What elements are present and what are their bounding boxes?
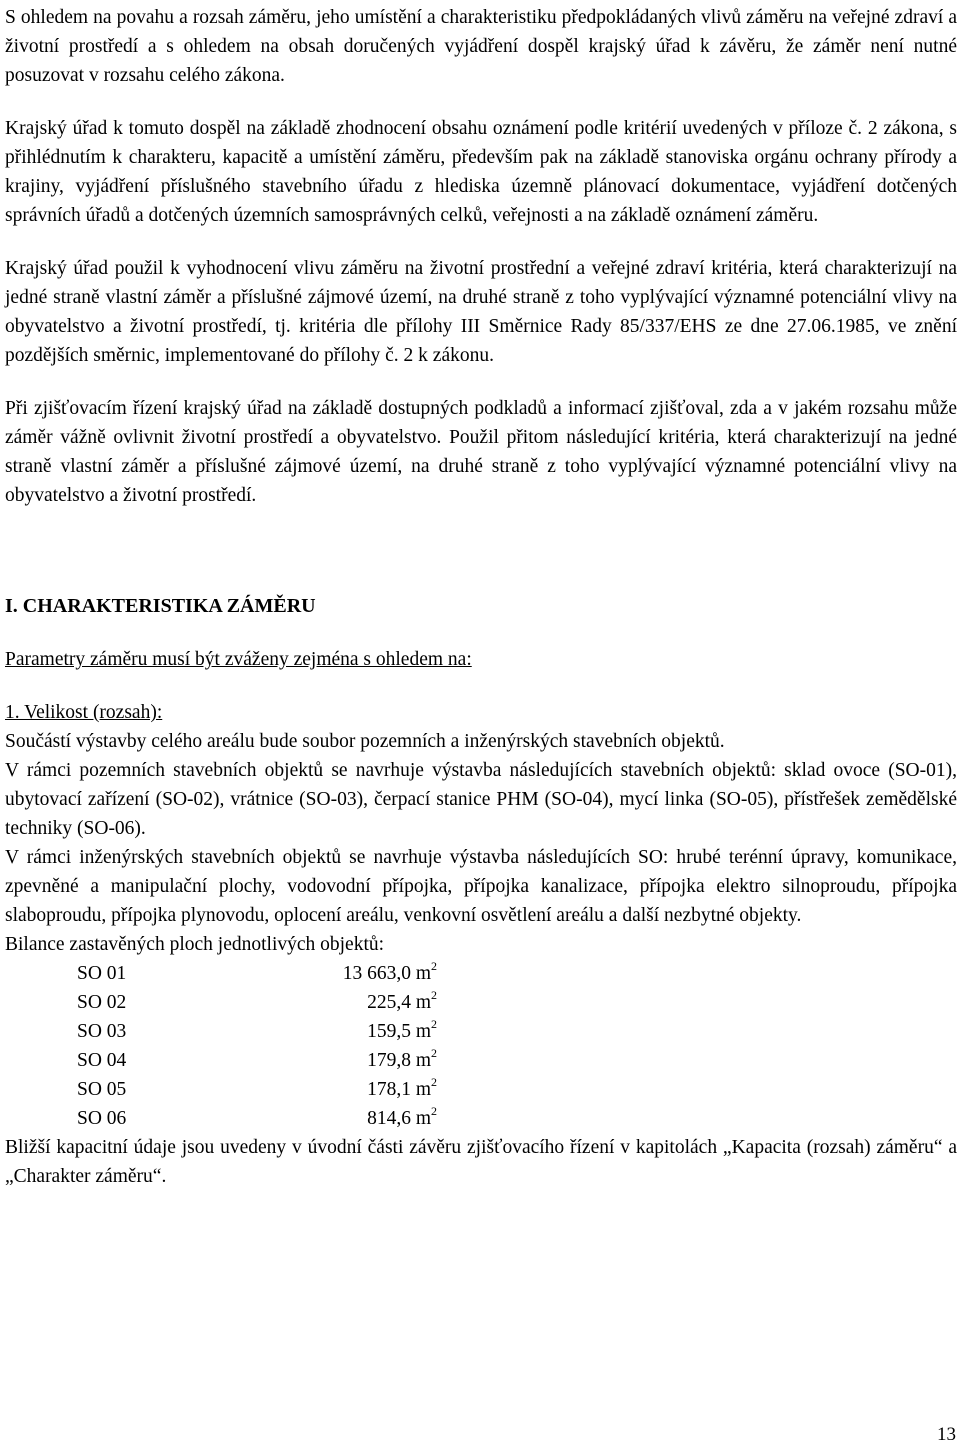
area-value-cell [267, 988, 437, 1017]
area-code: SO 04 [77, 1050, 127, 1071]
area-value: 814,6 [367, 1108, 411, 1129]
page-number: 13 [937, 1424, 956, 1445]
area-code: SO 03 [77, 1021, 127, 1042]
area-unit: m [415, 992, 431, 1013]
area-unit: m [415, 1050, 431, 1071]
paragraph-evaluation: Krajský úřad použil k vyhodnocení vlivu záměru na životní prostřední a veřejné zdraví kritéria, která charakterizují na jedné straně vlastní záměr a příslušné zájmové území, na druhé straně z toho vyplývající významné potenciální vlivy na obyvatelstvo a životní prostředí, tj. kritéria dle přílohy III Směrnice Rady 85/337/EHS ze dne 27.06.1985, ve znění pozdějších směrnic, implementované do přílohy č. 2 k zákonu. [5, 258, 957, 366]
area-exponent: 2 [431, 959, 437, 973]
table-row [77, 1104, 957, 1133]
area-exponent: 2 [431, 1017, 437, 1031]
area-value-cell [267, 1075, 437, 1104]
area-code: SO 01 [77, 963, 127, 984]
area-code: SO 06 [77, 1108, 127, 1129]
area-value-cell [267, 959, 437, 988]
paragraph-criteria: Krajský úřad k tomuto dospěl na základě zhodnocení obsahu oznámení podle kritérií uvedených v příloze č. 2 zákona, s přihlédnutím k charakteru, kapacitě a umístění záměru, především pak na základě stanoviska orgánu ochrany přírody a krajiny, vyjádření příslušného stavebního úřadu z hlediska územně plánovací dokumentace, vyjádření dotčených správních úřadů a dotčených územních samosprávných celků, veřejnosti a na základě oznámení záměru. [5, 118, 957, 226]
document-page [5, 3, 957, 1191]
area-exponent: 2 [431, 1046, 437, 1060]
area-exponent: 2 [431, 1075, 437, 1089]
table-row [77, 1075, 957, 1104]
area-code: SO 02 [77, 992, 127, 1013]
area-unit: m [415, 963, 431, 984]
area-exponent: 2 [431, 988, 437, 1002]
table-row [77, 1017, 957, 1046]
area-value: 179,8 [367, 1050, 411, 1071]
subheading: Parametry záměru musí být zváženy zejména s ohledem na: [5, 649, 472, 670]
area-value: 225,4 [367, 992, 411, 1013]
area-balance-table [5, 959, 957, 1133]
item-line-area-balance: Bilance zastavěných ploch jednotlivých objektů: [5, 934, 385, 955]
closing-paragraph: Bližší kapacitní údaje jsou uvedeny v úvodní části závěru zjišťovacího řízení v kapitolách „Kapacita (rozsah) záměru“ a „Charakter záměru“. [5, 1137, 957, 1187]
item-line-engineering-objects: V rámci inženýrských stavebních objektů se navrhuje výstavba následujících SO: hrubé terénní úpravy, komunikace, zpevněné a manipulační plochy, vodovodní přípojka, přípojka kanalizace, přípojka elektro silnoproudu, přípojka slaboproudu, přípojka plynovodu, oplocení areálu, venkovní osvětlení areálu a další nezbytné objekty. [5, 847, 957, 926]
paragraph-screening: Při zjišťovacím řízení krajský úřad na základě dostupných podkladů a informací zjišťoval, zda a v jakém rozsahu může záměr vážně ovlivnit životní prostředí a obyvatelstvo. Použil přitom následující kritéria, která charakterizují na jedné straně vlastní záměr a příslušné zájmové území, na druhé straně z toho vyplývající významné potenciální vlivy na obyvatelstvo a životní prostředí. [5, 398, 957, 506]
area-code: SO 05 [77, 1079, 127, 1100]
area-value-cell [267, 1046, 437, 1075]
table-row [77, 959, 957, 988]
area-unit: m [415, 1108, 431, 1129]
item-heading: 1. Velikost (rozsah): [5, 702, 163, 723]
area-value-cell [267, 1017, 437, 1046]
table-row [77, 1046, 957, 1075]
paragraph-conclusion: S ohledem na povahu a rozsah záměru, jeho umístění a charakteristiku předpokládaných vlivů záměru na veřejné zdraví a životní prostředí a s ohledem na obsah doručených vyjádření dospěl krajský úřad k závěru, že záměr není nutné posuzovat v rozsahu celého zákona. [5, 7, 957, 86]
item-line-components: Součástí výstavby celého areálu bude soubor pozemních a inženýrských stavebních objektů. [5, 731, 725, 752]
area-value: 178,1 [367, 1079, 411, 1100]
item-line-building-objects: V rámci pozemních stavebních objektů se navrhuje výstavba následujících stavebních objektů: sklad ovoce (SO-01), ubytovací zařízení (SO-02), vrátnice (SO-03), čerpací stanice PHM (SO-04), mycí linka (SO-05), přístřešek zemědělské techniky (SO-06). [5, 760, 957, 839]
area-unit: m [415, 1079, 431, 1100]
table-row [77, 988, 957, 1017]
area-value: 159,5 [367, 1021, 411, 1042]
area-exponent: 2 [431, 1104, 437, 1118]
area-value-cell [267, 1104, 437, 1133]
section-heading: I. CHARAKTERISTIKA ZÁMĚRU [5, 595, 316, 617]
area-value: 13 663,0 [342, 963, 411, 984]
area-unit: m [415, 1021, 431, 1042]
